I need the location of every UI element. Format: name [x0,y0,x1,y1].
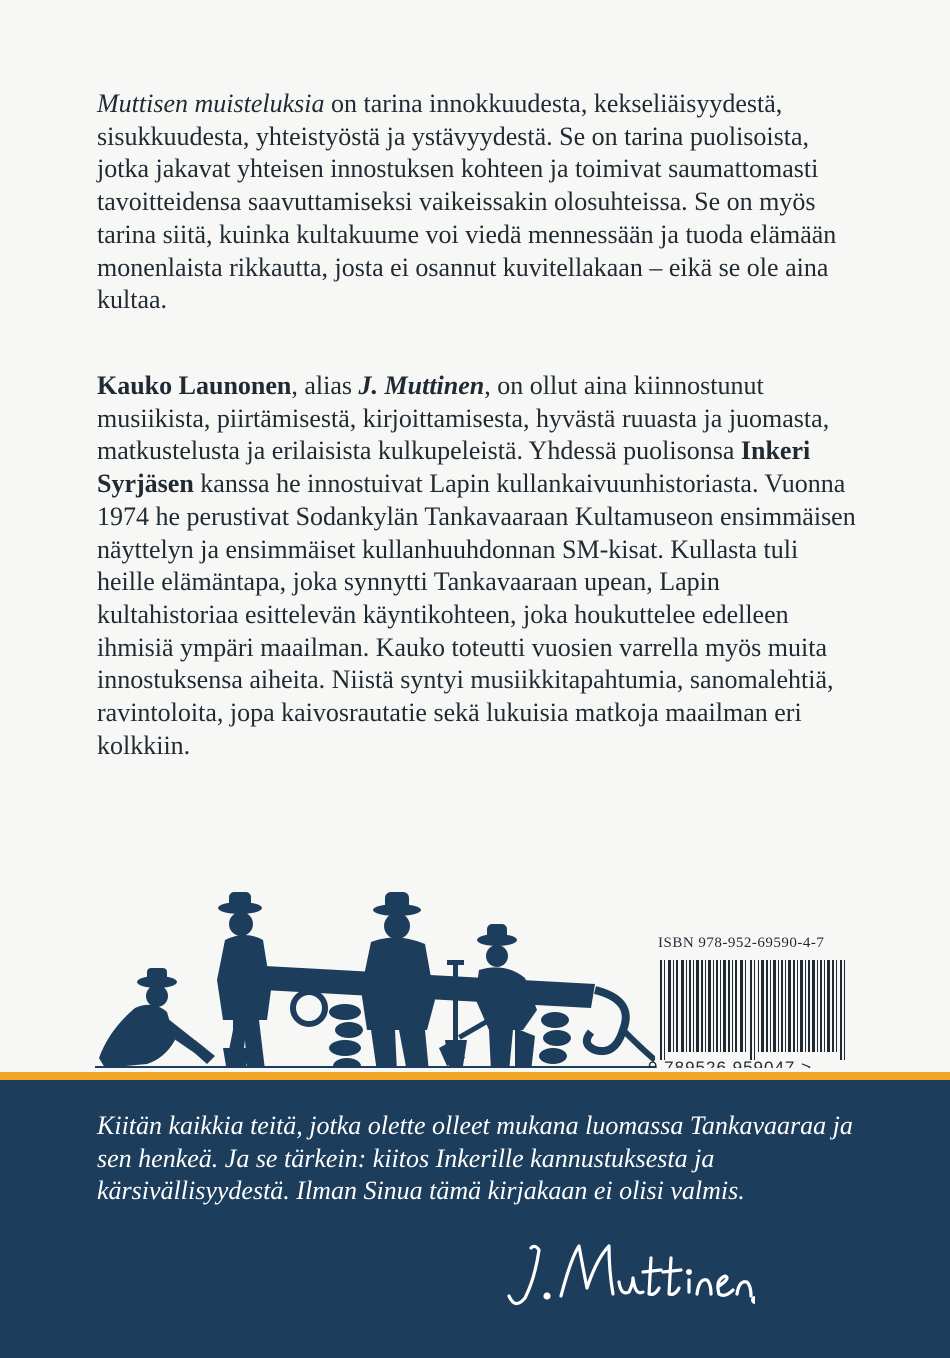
gold-prospectors-silhouette-icon [95,880,655,1080]
book-title: Muttisen muisteluksia [97,89,325,118]
bio-text-1: , on ollut aina kiinnostunut musiikista, piirtämisestä, kirjoittamisesta, hyvästä ruuasta ja juomasta, matkustelusta ja erilaisista kulkupeleistä. Yhdessä puolisonsa [97,371,830,466]
spouse-name: Inkeri Syrjäsen [97,436,811,499]
divider-orange [0,1072,950,1080]
author-bio [97,370,857,762]
alias-prefix: , alias [291,371,359,400]
bio-text-2: kanssa he innostuivat Lapin kullankaivuunhistoriasta. Vuonna 1974 he perustivat Sodankylän Tankavaaraan Kultamuseon ensimmäisen näyttelyn ja ensimmäiset kullanhuuhdonnan SM-kisat. Kullasta tuli heille elämäntapa, joka synnytti Tankavaaraan upean, Lapin kultahistoriaa esittelevän käyntikohteen, joka houkuttelee edelleen ihmisiä ympäri maailman. Kauko toteutti vuosien varrella myös muita innostuksensa aiheita. Niistä syntyi musiikkitapahtumia, sanomalehtiä, ravintoloita, jopa kaivosrautatie sekä lukuisia matkoja maailman eri kolkkiin. [97,469,856,760]
signature [505,1238,755,1313]
author-name: Kauko Launonen [97,371,292,400]
acknowledgement-text: Kiitän kaikkia teitä, jotka olette olleet mukana luomassa Tankavaaraa ja sen henkeä. Ja se tärkein: kiitos Inkerille kannustuksesta ja kärsivällisyydestä. Ilman Sinua tämä kirjakaan ei olisi valmis. [97,1111,853,1205]
book-blurb [97,88,857,317]
isbn-label: ISBN 978-952-69590-4-7 [658,935,825,951]
blurb-text: on tarina innokkuudesta, kekseliäisyydestä, sisukkuudesta, yhteistyöstä ja ystävyydestä. Se on tarina puolisoista, jotka jakavat yhteisen innostuksen kohteen ja toimivat saumattomasti tavoitteidensa saavuttamiseksi vaikeissakin olosuhteissa. Se on myös tarina siitä, kuinka kultakuume voi viedä mennessään ja tuoda elämään monenlaista rikkautta, josta ei osannut kuvitellakaan – eikä se ole aina kultaa. [97,89,837,315]
author-alias: J. Muttinen [358,371,485,400]
